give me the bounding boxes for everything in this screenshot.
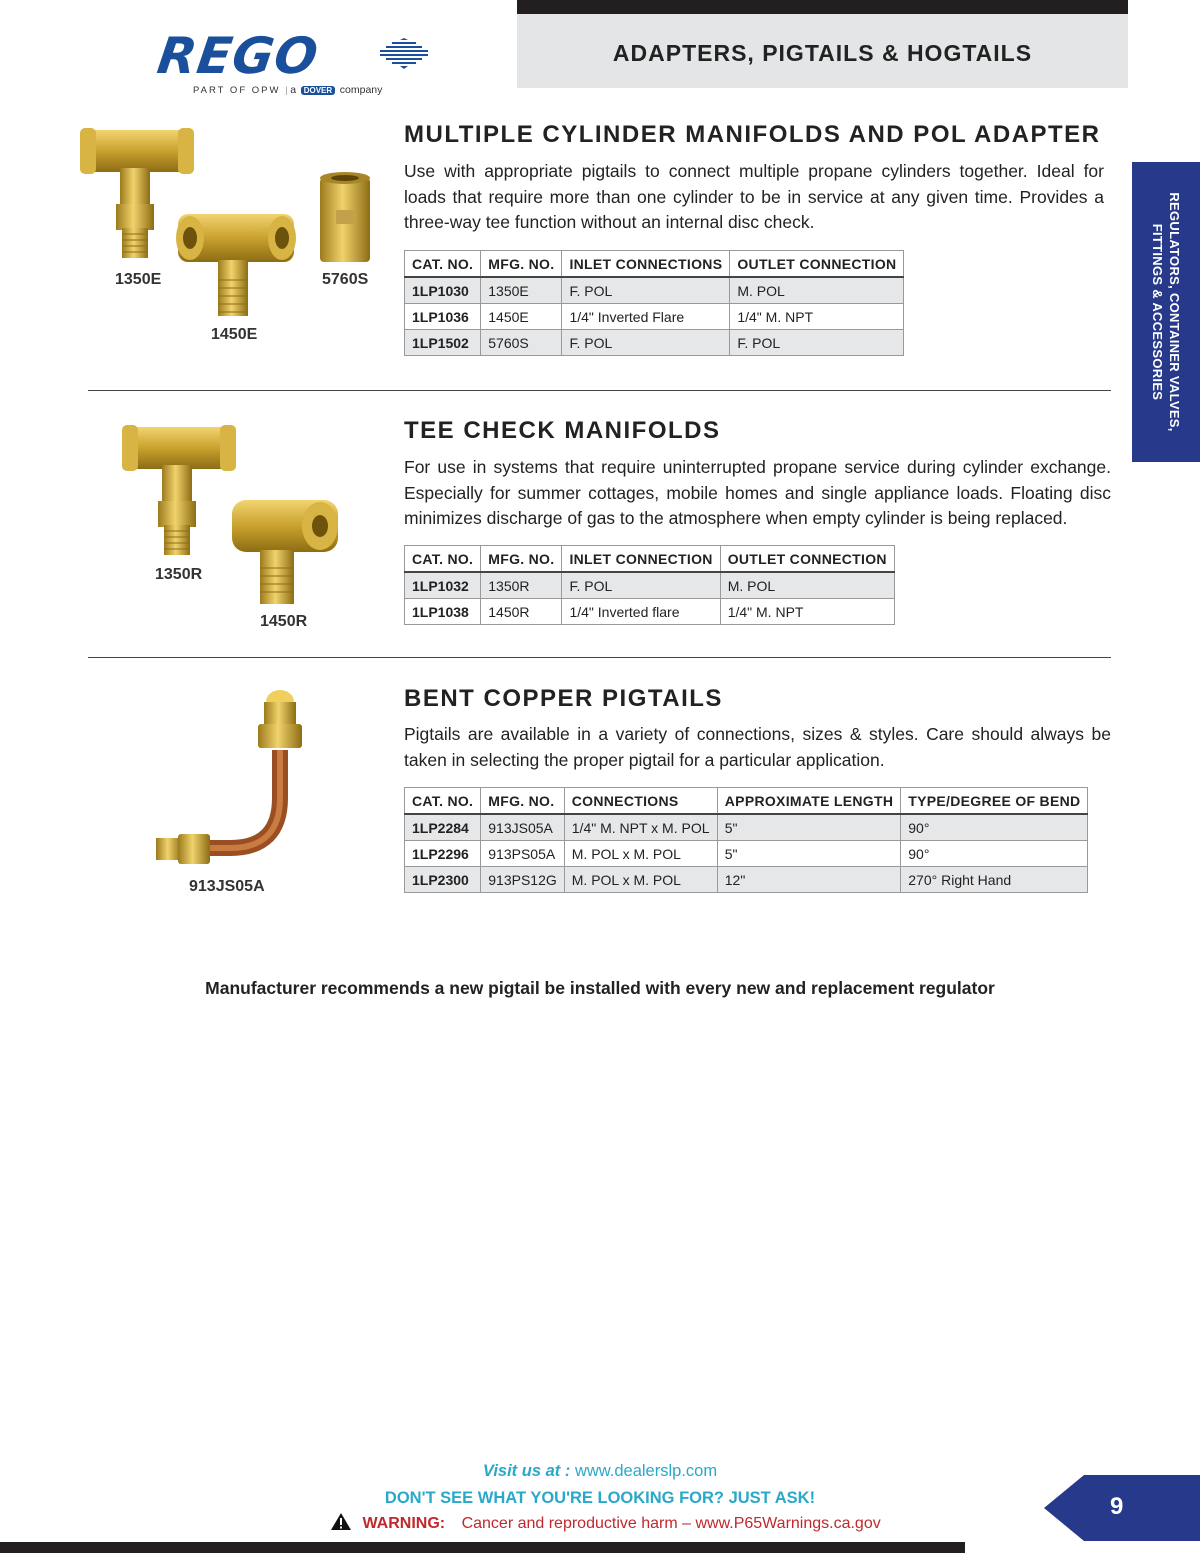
page-number: 9 xyxy=(1110,1493,1124,1520)
part-image-1350r xyxy=(122,421,242,561)
bend-cell: 90° xyxy=(901,814,1088,841)
mfg-no-cell: 913JS05A xyxy=(481,814,565,841)
brand-logo: REGO xyxy=(153,27,323,85)
column-header: OUTLET CONNECTION xyxy=(730,251,904,278)
outlet-cell: M. POL xyxy=(720,572,894,599)
length-cell: 5" xyxy=(717,814,900,841)
part-label: 1450E xyxy=(211,326,258,343)
outlet-cell: 1/4" M. NPT xyxy=(720,599,894,625)
ask-line: DON'T SEE WHAT YOU'RE LOOKING FOR? JUST ASK! xyxy=(384,1489,816,1507)
mfg-no-cell: 1350R xyxy=(481,572,562,599)
spec-table-manifolds xyxy=(404,250,904,356)
inlet-cell: F. POL xyxy=(562,572,720,599)
part-label: 913JS05A xyxy=(189,878,265,895)
connections-cell: M. POL x M. POL xyxy=(564,867,717,893)
part-image-1450r xyxy=(228,496,344,608)
column-header: OUTLET CONNECTION xyxy=(720,546,894,573)
column-header: APPROXIMATE LENGTH xyxy=(717,788,900,815)
part-label: 1450R xyxy=(260,613,308,630)
column-header: TYPE/DEGREE OF BEND xyxy=(901,788,1088,815)
mfg-no-cell: 1450R xyxy=(481,599,562,625)
table-row xyxy=(405,814,1088,841)
warning-text: Cancer and reproductive harm – www.P65Warnings.ca.gov xyxy=(461,1515,881,1532)
visit-label: Visit us at : xyxy=(482,1462,571,1480)
bend-cell: 270° Right Hand xyxy=(901,867,1088,893)
column-header: MFG. NO. xyxy=(481,788,565,815)
inlet-cell: F. POL xyxy=(562,330,730,356)
table-row xyxy=(405,277,904,304)
table-row xyxy=(405,841,1088,867)
table-row xyxy=(405,330,904,356)
cat-no-cell: 1LP1036 xyxy=(405,304,481,330)
part-image-1450e xyxy=(172,210,302,320)
dover-badge: DOVER xyxy=(301,86,335,95)
cat-no-cell: 1LP2296 xyxy=(405,841,481,867)
table-row xyxy=(405,572,895,599)
outlet-cell: F. POL xyxy=(730,330,904,356)
outlet-cell: 1/4" M. NPT xyxy=(730,304,904,330)
warning-label: WARNING: xyxy=(362,1515,446,1532)
column-header: CAT. NO. xyxy=(405,251,481,278)
outlet-cell: M. POL xyxy=(730,277,904,304)
section-description: Use with appropriate pigtails to connect multiple propane cylinders together. Ideal for loads that require more than one cylinder to be in service at any given time. Provides a three-way tee function without an internal disc check. xyxy=(404,161,1104,232)
warning-triangle-icon xyxy=(330,1512,352,1531)
column-header: MFG. NO. xyxy=(481,546,562,573)
footer-black-bar xyxy=(0,1542,965,1553)
part-label: 1350R xyxy=(155,566,203,583)
website-link[interactable]: www.dealerslp.com xyxy=(574,1462,718,1480)
table-header-row xyxy=(405,788,1088,815)
inlet-cell: F. POL xyxy=(562,277,730,304)
brand-tagline: PART OF OPW | a DOVER company xyxy=(193,84,383,96)
table-row xyxy=(405,599,895,625)
column-header: CONNECTIONS xyxy=(564,788,717,815)
cat-no-cell: 1LP1032 xyxy=(405,572,481,599)
mfg-no-cell: 1450E xyxy=(481,304,562,330)
page-title: ADAPTERS, PIGTAILS & HOGTAILS xyxy=(612,40,1033,66)
mfg-no-cell: 913PS05A xyxy=(481,841,565,867)
bend-cell: 90° xyxy=(901,841,1088,867)
inlet-cell: 1/4" Inverted flare xyxy=(562,599,720,625)
table-row xyxy=(405,304,904,330)
section-divider xyxy=(88,390,1111,391)
column-header: INLET CONNECTION xyxy=(562,546,720,573)
section-description: For use in systems that require uninterrupted propane service during cylinder exchange. Especially for summer cottages, mobile homes and single appliance loads. Floating disc minimizes discharge of gas to the atmosphere when empty cylinder is being replaced. xyxy=(404,457,1111,528)
connections-cell: 1/4" M. NPT x M. POL xyxy=(564,814,717,841)
part-image-913js05a xyxy=(152,688,312,874)
spec-table-pigtails xyxy=(404,787,1088,893)
column-header: CAT. NO. xyxy=(405,788,481,815)
column-header: INLET CONNECTIONS xyxy=(562,251,730,278)
recommendation-note: Manufacturer recommends a new pigtail be installed with every new and replacement regulator xyxy=(205,978,995,998)
length-cell: 12" xyxy=(717,867,900,893)
section-description: Pigtails are available in a variety of connections, sizes & styles. Care should always be taken in selecting the proper pigtail for a particular application. xyxy=(404,724,1111,770)
cat-no-cell: 1LP2300 xyxy=(405,867,481,893)
part-image-5760s xyxy=(318,170,374,266)
side-tab-label: REGULATORS, CONTAINER VALVES, FITTINGS & ACCESSORIES xyxy=(1150,192,1182,432)
table-header-row xyxy=(405,546,895,573)
cat-no-cell: 1LP1030 xyxy=(405,277,481,304)
mfg-no-cell: 5760S xyxy=(481,330,562,356)
length-cell: 5" xyxy=(717,841,900,867)
section-title: TEE CHECK MANIFOLDS xyxy=(404,417,721,444)
header-black-bar xyxy=(517,0,1128,14)
spec-table-tee-check xyxy=(404,545,895,625)
cat-no-cell: 1LP1038 xyxy=(405,599,481,625)
mfg-no-cell: 1350E xyxy=(481,277,562,304)
table-header-row xyxy=(405,251,904,278)
connections-cell: M. POL x M. POL xyxy=(564,841,717,867)
inlet-cell: 1/4" Inverted Flare xyxy=(562,304,730,330)
visit-line xyxy=(0,1462,1200,1481)
column-header: MFG. NO. xyxy=(481,251,562,278)
section-title: BENT COPPER PIGTAILS xyxy=(404,685,723,712)
prop65-warning xyxy=(330,1512,881,1533)
part-label: 5760S xyxy=(322,271,369,288)
cat-no-cell: 1LP1502 xyxy=(405,330,481,356)
section-side-tab[interactable] xyxy=(1132,162,1200,462)
column-header: CAT. NO. xyxy=(405,546,481,573)
table-row xyxy=(405,867,1088,893)
logo-stripes-icon xyxy=(378,38,430,70)
section-title: MULTIPLE CYLINDER MANIFOLDS AND POL ADAPTER xyxy=(404,121,1101,148)
section-divider xyxy=(88,657,1111,658)
cat-no-cell: 1LP2284 xyxy=(405,814,481,841)
part-label: 1350E xyxy=(115,271,162,288)
mfg-no-cell: 913PS12G xyxy=(481,867,565,893)
